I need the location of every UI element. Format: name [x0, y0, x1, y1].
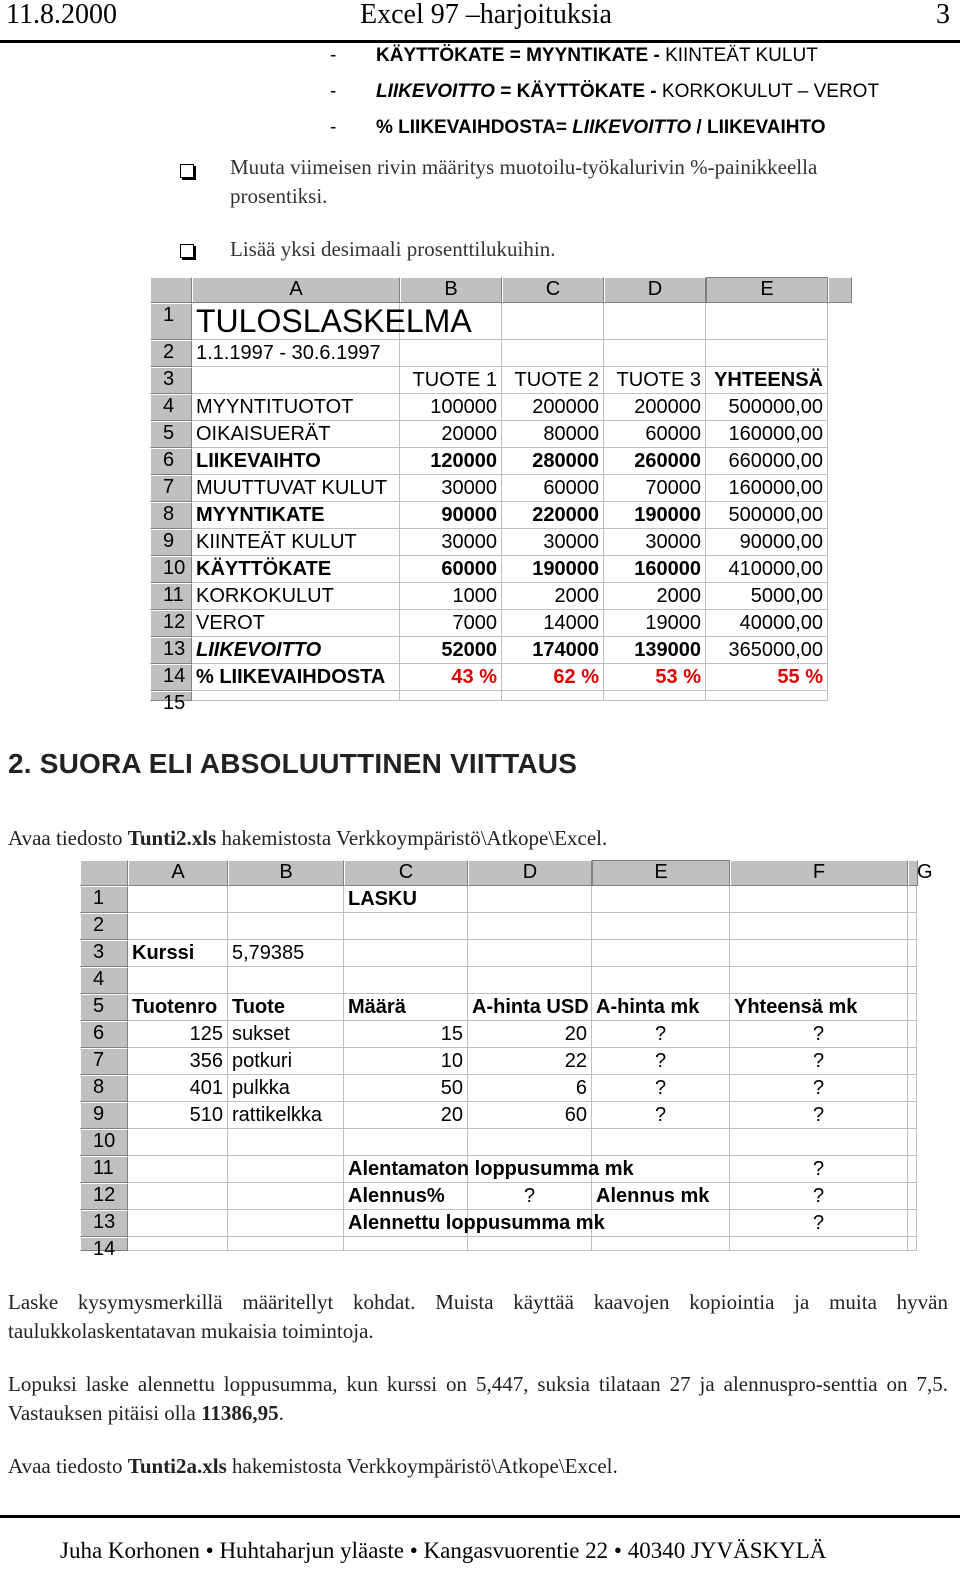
cell: 5000,00	[706, 583, 828, 610]
formula-op: -	[648, 45, 666, 66]
checkbox-bullet-icon	[180, 164, 194, 178]
cell: 15	[344, 1021, 468, 1048]
row-header: 6	[150, 448, 192, 475]
cell	[192, 691, 400, 701]
result-paragraph	[8, 1370, 948, 1428]
cell	[706, 303, 828, 340]
cell: Alennus%	[344, 1183, 468, 1210]
cell	[908, 1183, 917, 1210]
cell: ?	[592, 1048, 730, 1075]
cell: Yhteensä mk	[730, 994, 908, 1021]
cell	[604, 340, 706, 367]
cell: Alennus mk	[592, 1183, 730, 1210]
column-header-D: D	[604, 277, 706, 303]
cell: 30000	[400, 475, 502, 502]
cell	[228, 1210, 344, 1237]
cell: 5,79385	[228, 940, 344, 967]
cell: ?	[592, 1102, 730, 1129]
row-header: 11	[150, 583, 192, 610]
cell	[908, 886, 917, 913]
cell	[344, 913, 468, 940]
row-header: 7	[80, 1048, 128, 1075]
cell	[128, 913, 228, 940]
formula-rest: LIIKEVAIHTO	[706, 117, 826, 138]
cell	[730, 1237, 908, 1251]
row-header: 15	[150, 691, 192, 701]
cell: 2000	[604, 583, 706, 610]
cell: 43 %	[400, 664, 502, 691]
cell: 500000,00	[706, 502, 828, 529]
section-title: 2. SUORA ELI ABSOLUUTTINEN VIITTAUS	[8, 748, 578, 779]
cell: KIINTEÄT KULUT	[192, 529, 400, 556]
cell	[592, 886, 730, 913]
cell: LASKU	[344, 886, 468, 913]
cell: 100000	[400, 394, 502, 421]
cell: 190000	[502, 556, 604, 583]
row-header: 12	[80, 1183, 128, 1210]
cell: KORKOKULUT	[192, 583, 400, 610]
cell: MYYNTITUOTOT	[192, 394, 400, 421]
cell: 20	[468, 1021, 592, 1048]
cell: 53 %	[604, 664, 706, 691]
cell: MUUTTUVAT KULUT	[192, 475, 400, 502]
text: Avaa tiedosto	[8, 826, 128, 850]
column-header-A: A	[128, 860, 228, 886]
cell	[192, 367, 400, 394]
cell	[128, 1183, 228, 1210]
cell	[730, 967, 908, 994]
cell: 30000	[502, 529, 604, 556]
cell: 125	[128, 1021, 228, 1048]
cell: A-hinta mk	[592, 994, 730, 1021]
cell: 62 %	[502, 664, 604, 691]
cell	[468, 940, 592, 967]
file-name: Tunti2.xls	[127, 826, 217, 850]
row-header: 5	[80, 994, 128, 1021]
cell: 40000,00	[706, 610, 828, 637]
open-file-instruction-2	[8, 1452, 948, 1481]
text: Avaa tiedosto	[8, 1454, 128, 1478]
cell: 120000	[400, 448, 502, 475]
bullet-text-2: Lisää yksi desimaali prosenttilukuihin.	[230, 237, 556, 261]
cell	[908, 1210, 917, 1237]
cell	[592, 913, 730, 940]
cell: 20	[344, 1102, 468, 1129]
formula-dash: -	[330, 81, 337, 102]
cell: 160000	[604, 556, 706, 583]
cell	[502, 340, 604, 367]
cell	[344, 967, 468, 994]
cell	[228, 967, 344, 994]
row-header: 10	[150, 556, 192, 583]
cell: 401	[128, 1075, 228, 1102]
cell	[502, 691, 604, 701]
cell: 19000	[604, 610, 706, 637]
cell: 60000	[400, 556, 502, 583]
cell	[604, 303, 706, 340]
cell: TUOTE 1	[400, 367, 502, 394]
text: hakemistosta Verkkoympäristö\Atkope\Excel.	[226, 1454, 618, 1478]
cell: YHTEENSÄ	[706, 367, 828, 394]
formula-rhs: LIIKEVOITTO	[572, 117, 692, 138]
cell: 500000,00	[706, 394, 828, 421]
cell	[228, 1156, 344, 1183]
cell	[730, 913, 908, 940]
answer-value: 11386,95	[201, 1401, 279, 1425]
cell: 365000,00	[706, 637, 828, 664]
cell	[908, 1021, 917, 1048]
cell: 60000	[604, 421, 706, 448]
cell	[344, 1237, 468, 1251]
cell: LIIKEVAIHTO	[192, 448, 400, 475]
row-header: 4	[80, 967, 128, 994]
cell	[706, 340, 828, 367]
cell	[592, 940, 730, 967]
cell	[502, 303, 604, 340]
file-name: Tunti2a.xls	[127, 1454, 227, 1478]
cell: 22	[468, 1048, 592, 1075]
formula-dash: -	[330, 45, 337, 66]
footer-rule	[0, 1515, 960, 1518]
column-header-B: B	[400, 277, 502, 303]
cell: ?	[730, 1048, 908, 1075]
formula-kayttokate	[330, 44, 818, 68]
cell	[908, 1156, 917, 1183]
cell: Tuote	[228, 994, 344, 1021]
cell	[400, 691, 502, 701]
text: hakemistosta Verkkoympäristö\Atkope\Excel.	[216, 826, 608, 850]
cell: 80000	[502, 421, 604, 448]
select-all-corner	[80, 860, 128, 886]
cell	[468, 967, 592, 994]
checkbox-bullet-icon	[180, 244, 194, 258]
row-header: 6	[80, 1021, 128, 1048]
formula-lhs: LIIKEVOITTO	[376, 81, 495, 102]
cell: TULOSLASKELMA	[192, 303, 400, 340]
cell	[128, 1129, 228, 1156]
cell	[908, 967, 917, 994]
row-header: 8	[150, 502, 192, 529]
cell: ?	[730, 1075, 908, 1102]
cell	[400, 303, 502, 340]
formula-rest: KIINTEÄT KULUT	[665, 45, 818, 66]
row-header: 4	[150, 394, 192, 421]
cell: Alennettu loppusumma mk	[344, 1210, 468, 1237]
row-header: 14	[80, 1237, 128, 1251]
cell: Määrä	[344, 994, 468, 1021]
cell	[128, 1210, 228, 1237]
row-header: 8	[80, 1075, 128, 1102]
cell: 280000	[502, 448, 604, 475]
cell	[592, 967, 730, 994]
spreadsheet-tuloslaskelma	[150, 277, 852, 714]
cell: ?	[592, 1021, 730, 1048]
formula-rest: KORKOKULUT – VEROT	[661, 81, 880, 102]
cell: OIKAISUERÄT	[192, 421, 400, 448]
text: .	[278, 1401, 284, 1425]
cell: 20000	[400, 421, 502, 448]
cell: 2000	[502, 583, 604, 610]
cell: 139000	[604, 637, 706, 664]
cell: rattikelkka	[228, 1102, 344, 1129]
cell	[908, 940, 917, 967]
cell: ?	[592, 1075, 730, 1102]
cell: 160000,00	[706, 475, 828, 502]
row-header: 13	[150, 637, 192, 664]
cell: 200000	[502, 394, 604, 421]
cell: 1000	[400, 583, 502, 610]
cell: ?	[730, 1021, 908, 1048]
instruction-paragraph: Laske kysymysmerkillä määritellyt kohdat. Muista käyttää kaavojen kopiointia ja muita hyvän taulukkolaskentatavan mukaisia toimintoja.	[8, 1290, 948, 1343]
cell	[468, 1129, 592, 1156]
cell: ?	[468, 1183, 592, 1210]
open-file-instruction	[8, 824, 948, 853]
formula-liikevaihdosta	[330, 116, 826, 140]
cell	[128, 886, 228, 913]
column-header-A: A	[192, 277, 400, 303]
formula-op: /	[691, 117, 707, 138]
cell: 160000,00	[706, 421, 828, 448]
cell: 1.1.1997 - 30.6.1997	[192, 340, 400, 367]
cell	[706, 691, 828, 701]
cell: 50	[344, 1075, 468, 1102]
row-header: 9	[80, 1102, 128, 1129]
cell	[604, 691, 706, 701]
cell	[128, 1156, 228, 1183]
cell	[468, 886, 592, 913]
cell: 55 %	[706, 664, 828, 691]
formula-lhs: % LIIKEVAIHDOSTA	[376, 117, 556, 138]
cell: 260000	[604, 448, 706, 475]
cell	[730, 1129, 908, 1156]
cell: 510	[128, 1102, 228, 1129]
cell: TUOTE 3	[604, 367, 706, 394]
cell: Tuotenro	[128, 994, 228, 1021]
cell	[730, 940, 908, 967]
bullet-line: Muuta viimeisen rivin määritys muotoilu-työkalurivin %-painikkeella	[230, 155, 818, 179]
row-header: 14	[150, 664, 192, 691]
cell	[128, 1237, 228, 1251]
bullet-text-1	[230, 153, 817, 211]
cell: 190000	[604, 502, 706, 529]
cell: 10	[344, 1048, 468, 1075]
cell	[228, 1183, 344, 1210]
cell: 660000,00	[706, 448, 828, 475]
column-header-B: B	[228, 860, 344, 886]
formula-op: -	[645, 81, 662, 102]
column-header-C: C	[502, 277, 604, 303]
cell	[592, 1129, 730, 1156]
header-date: 11.8.2000	[6, 0, 117, 30]
row-header: 7	[150, 475, 192, 502]
cell: MYYNTIKATE	[192, 502, 400, 529]
column-header-E: E	[706, 277, 828, 303]
cell	[228, 913, 344, 940]
text: Lopuksi laske alennettu loppusumma, kun kurssi on 5,447, suksia tilataan 27 ja alennuspro-senttia on 7,5. Vastauksen pitäisi olla	[8, 1372, 948, 1425]
column-header-F: F	[730, 860, 908, 886]
cell: ?	[730, 1102, 908, 1129]
column-header-E: E	[592, 860, 730, 886]
cell: sukset	[228, 1021, 344, 1048]
cell: 6	[468, 1075, 592, 1102]
cell: TUOTE 2	[502, 367, 604, 394]
cell: A-hinta USD	[468, 994, 592, 1021]
cell: ?	[730, 1183, 908, 1210]
cell: 220000	[502, 502, 604, 529]
header-title: Excel 97 –harjoituksia	[360, 0, 612, 30]
cell: potkuri	[228, 1048, 344, 1075]
select-all-corner	[150, 277, 192, 303]
cell	[908, 1102, 917, 1129]
cell	[592, 1210, 730, 1237]
cell: VEROT	[192, 610, 400, 637]
footer-text: Juha Korhonen • Huhtaharjun yläaste • Kangasvuorentie 22 • 40340 JYVÄSKYLÄ	[60, 1538, 827, 1563]
row-header: 3	[80, 940, 128, 967]
bullet-line: prosentiksi.	[230, 184, 328, 208]
page-number: 3	[936, 0, 950, 30]
formula-rhs: KÄYTTÖKATE	[516, 81, 646, 102]
cell	[908, 1129, 917, 1156]
cell: 14000	[502, 610, 604, 637]
column-header-G: G	[908, 860, 918, 886]
row-header: 1	[150, 303, 192, 340]
row-header: 11	[80, 1156, 128, 1183]
cell: 7000	[400, 610, 502, 637]
column-header-extra	[828, 277, 852, 303]
spreadsheet-lasku	[80, 860, 933, 1260]
row-header: 10	[80, 1129, 128, 1156]
cell: ?	[730, 1156, 908, 1183]
cell: 60	[468, 1102, 592, 1129]
cell: 410000,00	[706, 556, 828, 583]
cell	[908, 1075, 917, 1102]
cell: 90000	[400, 502, 502, 529]
row-header: 12	[150, 610, 192, 637]
row-header: 9	[150, 529, 192, 556]
cell: 200000	[604, 394, 706, 421]
cell	[344, 1129, 468, 1156]
cell	[228, 1129, 344, 1156]
formula-rhs: MYYNTIKATE	[526, 45, 649, 66]
cell	[228, 1237, 344, 1251]
cell: % LIIKEVAIHDOSTA	[192, 664, 400, 691]
formula-lhs: KÄYTTÖKATE	[376, 45, 505, 66]
row-header: 1	[80, 886, 128, 913]
formula-eq: =	[494, 81, 517, 102]
column-header-C: C	[344, 860, 468, 886]
row-header: 5	[150, 421, 192, 448]
cell: Alentamaton loppusumma mk	[344, 1156, 468, 1183]
cell: pulkka	[228, 1075, 344, 1102]
cell	[344, 940, 468, 967]
cell: 70000	[604, 475, 706, 502]
cell: 356	[128, 1048, 228, 1075]
cell: LIIKEVOITTO	[192, 637, 400, 664]
row-header: 13	[80, 1210, 128, 1237]
cell	[908, 1237, 917, 1251]
row-header: 3	[150, 367, 192, 394]
formula-liikevoitto	[330, 80, 879, 104]
cell: 90000,00	[706, 529, 828, 556]
cell: 52000	[400, 637, 502, 664]
cell: KÄYTTÖKATE	[192, 556, 400, 583]
cell	[400, 340, 502, 367]
cell: ?	[730, 1210, 908, 1237]
cell	[730, 886, 908, 913]
cell	[908, 1048, 917, 1075]
header-rule	[0, 40, 960, 43]
cell: Kurssi	[128, 940, 228, 967]
row-header: 2	[150, 340, 192, 367]
formula-eq: =	[504, 45, 527, 66]
cell: 174000	[502, 637, 604, 664]
cell: 30000	[604, 529, 706, 556]
formula-eq: =	[555, 117, 573, 138]
cell: 30000	[400, 529, 502, 556]
cell	[468, 1237, 592, 1251]
row-header: 2	[80, 913, 128, 940]
cell	[468, 913, 592, 940]
cell	[228, 886, 344, 913]
cell	[592, 1237, 730, 1251]
cell	[128, 967, 228, 994]
formula-dash: -	[330, 117, 337, 138]
cell	[908, 913, 917, 940]
cell	[908, 994, 917, 1021]
cell: 60000	[502, 475, 604, 502]
column-header-D: D	[468, 860, 592, 886]
